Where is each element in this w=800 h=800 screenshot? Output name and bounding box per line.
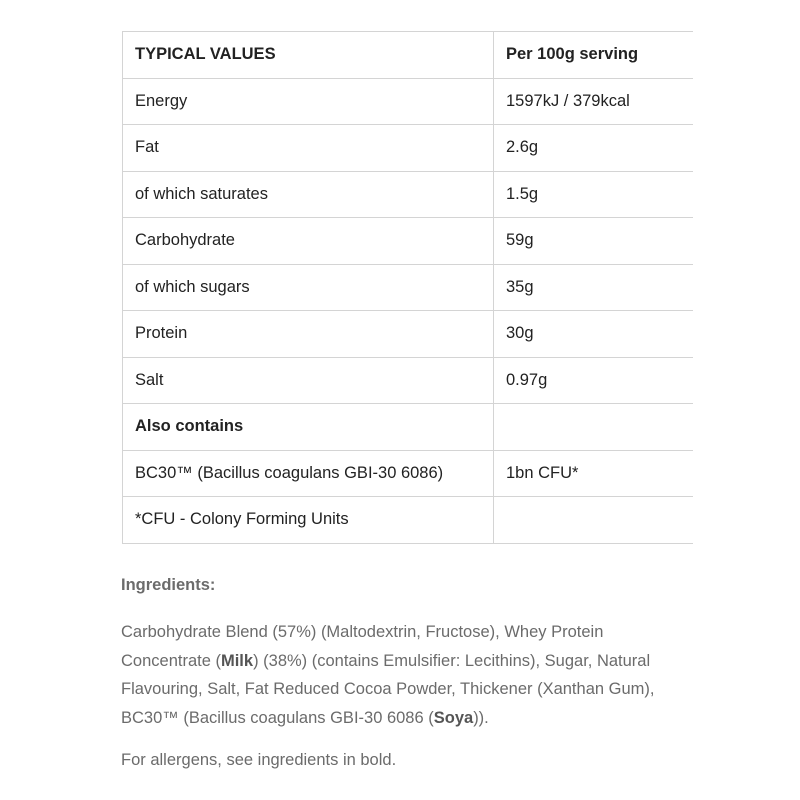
allergen-note: For allergens, see ingredients in bold.: [121, 751, 397, 769]
also-contains-value: [494, 404, 693, 451]
also-contains-row: [123, 404, 693, 451]
also-contains-label: Also contains: [123, 404, 494, 451]
nutrient-label: Fat: [123, 125, 494, 172]
ingredients-text-part: )).: [473, 708, 489, 727]
nutrient-label: Energy: [123, 78, 494, 125]
nutrient-label: Salt: [123, 357, 494, 404]
ingredients-text-part: Carbohydrate Blend (57%) (Maltodextrin, Fructose), Whey Protein Concentrate (: [121, 623, 604, 670]
nutrient-label: Carbohydrate: [123, 218, 494, 265]
allergen-milk: Milk: [220, 651, 254, 670]
table-row: [123, 264, 693, 311]
nutrient-value: 0.97g: [494, 357, 693, 404]
bc30-value: 1bn CFU*: [494, 450, 693, 497]
table-row: [123, 218, 693, 265]
ingredients-text-part: ) (38%) (contains Emulsifier: Lecithins), Sugar, Natural Flavouring, Salt, Fat Reduced Cocoa Powder, Thickener (Xanthan Gum), BC30™ (Bacillus coagulans GBI-30 6086 (: [121, 651, 655, 727]
nutrient-value: 1.5g: [494, 171, 693, 218]
nutrition-table: [122, 31, 693, 544]
header-typical-values: TYPICAL VALUES: [123, 32, 494, 79]
ingredients-text: [121, 618, 691, 732]
table-row: [123, 311, 693, 358]
ingredients-section: [121, 572, 691, 773]
table-row: [123, 357, 693, 404]
header-per-100g: Per 100g serving: [494, 32, 693, 79]
ingredients-heading: Ingredients:: [121, 576, 216, 594]
table-row: [123, 497, 693, 544]
allergen-soya: Soya: [433, 708, 474, 727]
table-row: [123, 125, 693, 172]
nutrient-value: 35g: [494, 264, 693, 311]
table-row: [123, 450, 693, 497]
nutrient-value: 59g: [494, 218, 693, 265]
nutrient-value: 1597kJ / 379kcal: [494, 78, 693, 125]
cfu-footnote: *CFU - Colony Forming Units: [123, 497, 494, 544]
nutrient-label: of which sugars: [123, 264, 494, 311]
nutrient-value: 2.6g: [494, 125, 693, 172]
nutrient-label: of which saturates: [123, 171, 494, 218]
nutrient-label: Protein: [123, 311, 494, 358]
table-row: [123, 78, 693, 125]
table-header-row: [123, 32, 693, 79]
bc30-label: BC30™ (Bacillus coagulans GBI-30 6086): [123, 450, 494, 497]
table-row: [123, 171, 693, 218]
cfu-footnote-value: [494, 497, 693, 544]
nutrient-value: 30g: [494, 311, 693, 358]
